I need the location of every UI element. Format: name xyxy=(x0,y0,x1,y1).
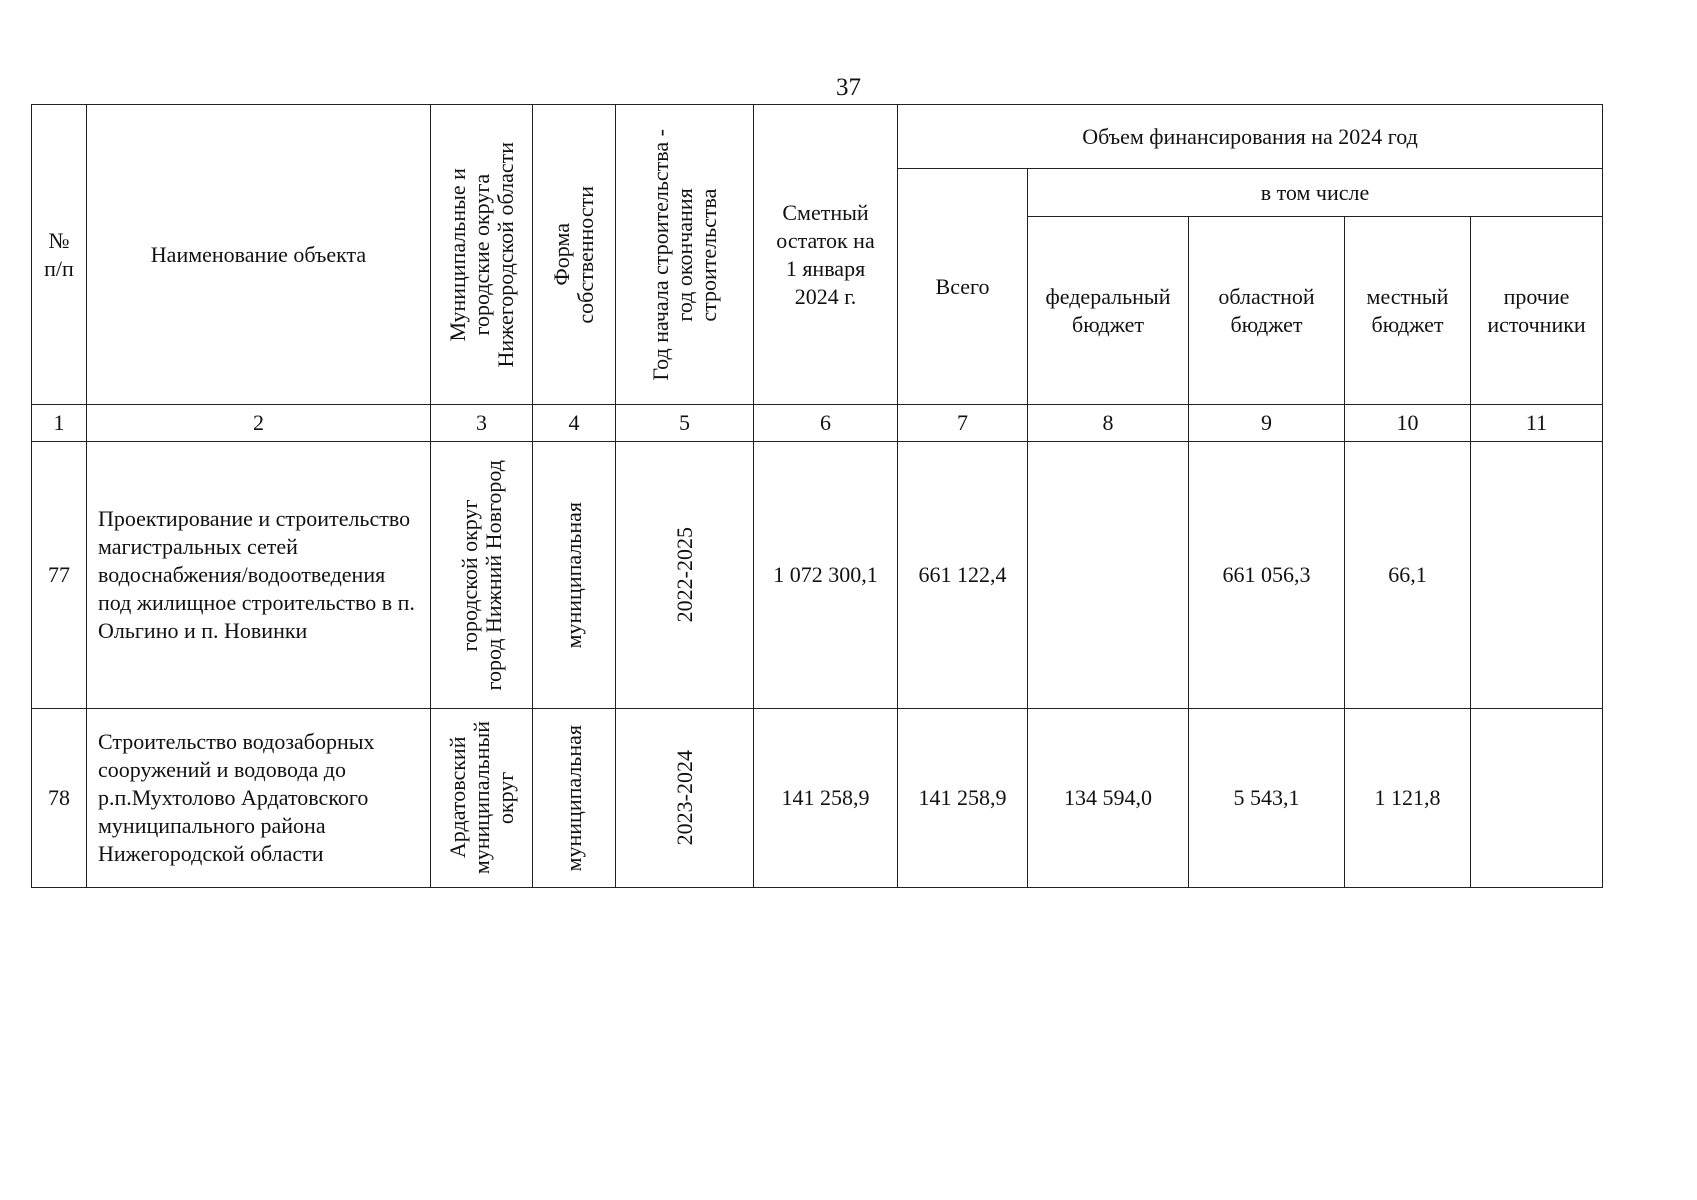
column-number: 2 xyxy=(87,405,431,442)
row-regional: 661 056,3 xyxy=(1189,442,1345,709)
header-including-label: в том числе xyxy=(1260,179,1370,205)
page-number: 37 xyxy=(836,74,861,101)
header-other-label: прочие источники xyxy=(1487,283,1586,337)
row-ownership xyxy=(533,442,616,709)
row-num: 78 xyxy=(32,709,87,888)
row-federal: 134 594,0 xyxy=(1028,709,1189,888)
header-col-years-label: Год начала строительства - год окончания строительства xyxy=(647,128,721,381)
row-municipality xyxy=(431,709,533,888)
header-col-municipality-label: Муниципальные и городские округа Нижегородской области xyxy=(444,141,518,368)
header-local xyxy=(1345,217,1471,405)
column-number: 4 xyxy=(533,405,616,442)
row-total: 661 122,4 xyxy=(898,442,1028,709)
header-total xyxy=(898,169,1028,405)
header-col-ownership-label: Форма собственности xyxy=(549,185,598,324)
header-col-name-label: Наименование объекта xyxy=(150,241,367,267)
header-other xyxy=(1471,217,1603,405)
header-including xyxy=(1028,169,1603,217)
header-col-balance-label: Сметный остаток на 1 января 2024 г. xyxy=(776,199,875,309)
header-regional-label: областной бюджет xyxy=(1218,283,1315,337)
header-col-ownership xyxy=(533,105,616,405)
table-row xyxy=(32,709,1603,888)
row-municipality xyxy=(431,442,533,709)
row-years-text: 2023-2024 xyxy=(671,750,697,846)
header-federal-label: федеральный бюджет xyxy=(1045,283,1171,337)
header-col-balance xyxy=(754,105,898,405)
row-local: 66,1 xyxy=(1345,442,1471,709)
column-number: 11 xyxy=(1471,405,1603,442)
header-col-name xyxy=(87,105,431,405)
column-numbers-row xyxy=(32,405,1603,442)
header-total-label: Всего xyxy=(935,273,990,299)
table-row xyxy=(32,442,1603,709)
row-object-name: Проектирование и строительство магистральных сетей водоснабжения/водоотведения под жилищное строительство в п. Ольгино и п. Новинки xyxy=(87,442,431,709)
row-object-name: Строительство водозаборных сооружений и водовода до р.п.Мухтолово Ардатовского муниципального района Нижегородской области xyxy=(87,709,431,888)
column-number: 6 xyxy=(754,405,898,442)
row-years-text: 2022-2025 xyxy=(671,527,697,623)
header-federal xyxy=(1028,217,1189,405)
row-balance: 1 072 300,1 xyxy=(754,442,898,709)
row-other xyxy=(1471,709,1603,888)
row-years xyxy=(616,442,754,709)
row-total: 141 258,9 xyxy=(898,709,1028,888)
column-number: 10 xyxy=(1345,405,1471,442)
column-number: 5 xyxy=(616,405,754,442)
header-col-years xyxy=(616,105,754,405)
header-row-1 xyxy=(32,105,1603,169)
row-municipality-text: городской округ город Нижний Новгород xyxy=(456,459,506,691)
header-col-num xyxy=(32,105,87,405)
row-federal xyxy=(1028,442,1189,709)
column-number: 3 xyxy=(431,405,533,442)
row-ownership xyxy=(533,709,616,888)
column-number: 7 xyxy=(898,405,1028,442)
column-number: 9 xyxy=(1189,405,1345,442)
header-regional xyxy=(1189,217,1345,405)
row-balance: 141 258,9 xyxy=(754,709,898,888)
header-funding-group xyxy=(898,105,1603,169)
financing-table xyxy=(31,104,1603,888)
row-ownership-text: муниципальная xyxy=(561,724,586,872)
row-municipality-text: Ардатовский муниципальный округ xyxy=(444,721,518,875)
row-years xyxy=(616,709,754,888)
column-number: 1 xyxy=(32,405,87,442)
header-col-num-label: № п/п xyxy=(44,227,74,281)
row-regional: 5 543,1 xyxy=(1189,709,1345,888)
row-ownership-text: муниципальная xyxy=(561,501,586,649)
row-other xyxy=(1471,442,1603,709)
row-local: 1 121,8 xyxy=(1345,709,1471,888)
header-funding-group-label: Объем финансирования на 2024 год xyxy=(1082,123,1418,149)
header-col-municipality xyxy=(431,105,533,405)
column-number: 8 xyxy=(1028,405,1189,442)
header-local-label: местный бюджет xyxy=(1366,283,1449,337)
row-num: 77 xyxy=(32,442,87,709)
